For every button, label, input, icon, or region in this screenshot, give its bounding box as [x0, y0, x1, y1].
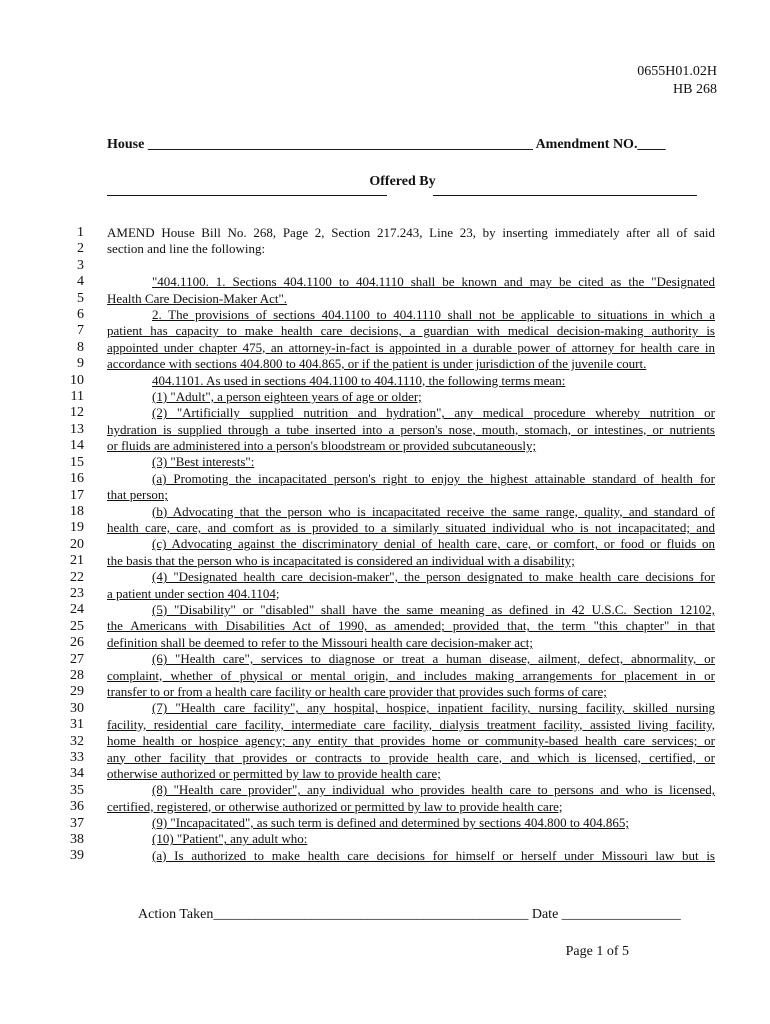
- text-line: [107, 258, 715, 274]
- line-number: 15: [70, 454, 84, 470]
- text-line: (4) "Designated health care decision-maker", the person designated to make health care decisions for: [152, 569, 715, 585]
- text-line: Health Care Decision-Maker Act".: [107, 290, 288, 306]
- text-line: patient has capacity to make health care decisions, a guardian with medical decision-making authority is: [107, 323, 715, 339]
- text-line: the Americans with Disabilities Act of 1990, as amended; provided that, the term "this chapter" in that: [107, 618, 715, 634]
- text-line: (6) "Health care", services to diagnose or treat a human disease, ailment, defect, abnormality, or: [152, 651, 715, 667]
- text-line: home health or hospice agency; any entity that provides home or community-based health care services; or: [107, 733, 715, 749]
- document-code: 0655H01.02H: [637, 64, 717, 79]
- text-line: complaint, whether of physical or mental origin, and includes making arrangements for placement in or: [107, 667, 715, 683]
- text-line: AMEND House Bill No. 268, Page 2, Section 217.243, Line 23, by inserting immediately after all of said: [107, 225, 715, 240]
- line-number: 26: [70, 635, 84, 651]
- line-number: 20: [70, 536, 84, 552]
- line-number: 21: [70, 553, 84, 569]
- text-line: (1) "Adult", a person eighteen years of age or older;: [152, 388, 422, 404]
- text-line: transfer to or from a health care facility or health care provider that provides such forms of care;: [107, 683, 607, 699]
- text-line: appointed under chapter 475, an attorney-in-fact is appointed in a durable power of attorney for health care in: [107, 339, 715, 355]
- line-number: 9: [77, 356, 84, 372]
- text-line: (a) Promoting the incapacitated person's right to enjoy the highest attainable standard of health for: [152, 470, 715, 486]
- offered-by-label: Offered By: [369, 174, 436, 189]
- text-line: 2. The provisions of sections 404.1100 to 404.1110 shall not be applicable to situations in which a: [152, 306, 715, 322]
- line-number: 8: [77, 339, 84, 355]
- line-number: 7: [77, 323, 84, 339]
- line-number: 22: [70, 569, 84, 585]
- text-line: that person;: [107, 487, 169, 503]
- line-number: 38: [70, 832, 84, 848]
- text-line: section and line the following:: [107, 241, 266, 257]
- text-line: 404.1101. As used in sections 404.1100 to 404.1110, the following terms mean:: [152, 372, 566, 388]
- text-line: (9) "Incapacitated", as such term is defined and determined by sections 404.800 to 404.865;: [152, 815, 630, 831]
- text-line: accordance with sections 404.800 to 404.865, or if the patient is under jurisdiction of the juvenile court.: [107, 356, 647, 372]
- line-number: 29: [70, 684, 84, 700]
- text-line: certified, registered, or otherwise authorized or permitted by law to provide health care;: [107, 798, 563, 814]
- line-number: 11: [70, 389, 84, 405]
- text-line: (a) Is authorized to make health care decisions for himself or herself under Missouri law but is: [152, 847, 715, 863]
- line-number: 1: [77, 225, 84, 240]
- line-number: 27: [70, 651, 84, 667]
- text-line: otherwise authorized or permitted by law to provide health care;: [107, 765, 441, 781]
- line-number: 25: [70, 618, 84, 634]
- text-line: definition shall be deemed to refer to the Missouri health care decision-maker act;: [107, 634, 533, 650]
- line-number: 14: [70, 438, 84, 454]
- text-line: (2) "Artificially supplied nutrition and hydration", any medical procedure whereby nutrition or: [152, 405, 715, 421]
- line-number: 36: [70, 799, 84, 815]
- line-number: 17: [70, 487, 84, 503]
- text-line: (7) "Health care facility", any hospital, hospice, inpatient facility, nursing facility, skilled nursing: [152, 700, 715, 716]
- line-number: 39: [70, 848, 84, 864]
- line-number: 18: [70, 503, 84, 519]
- line-number: 12: [70, 405, 84, 421]
- text-line: facility, residential care facility, intermediate care facility, dialysis treatment facility, assisted living facility,: [107, 716, 715, 732]
- text-line: (5) "Disability" or "disabled" shall have the same meaning as defined in 42 U.S.C. Section 12102,: [152, 601, 715, 617]
- line-number: 2: [77, 241, 84, 257]
- line-number: 33: [70, 750, 84, 765]
- line-number: 13: [70, 421, 84, 437]
- line-number: 34: [70, 766, 84, 782]
- line-number: 16: [70, 471, 84, 487]
- line-number: 32: [70, 733, 84, 749]
- line-number: 23: [70, 585, 84, 601]
- action-taken-line: Action Taken_____________________________________________ Date _________________: [138, 907, 681, 922]
- text-line: (8) "Health care provider", any individual who provides health care to persons and who is licensed,: [152, 782, 715, 798]
- line-number: 37: [70, 815, 84, 831]
- line-number: 10: [70, 372, 84, 388]
- bill-number: HB 268: [673, 82, 717, 97]
- text-line: (b) Advocating that the person who is incapacitated receive the same range, quality, and standard of: [152, 503, 715, 519]
- text-line: any other facility that provides or contracts to provide health care, and which is licensed, certified, or: [107, 749, 715, 765]
- signature-line-left: [107, 195, 387, 196]
- line-number: 31: [70, 717, 84, 733]
- line-number: 24: [70, 602, 84, 618]
- amendment-body: [107, 225, 715, 864]
- text-line: (c) Advocating against the discriminatory denial of health care, care, or comfort, or food or fluids on: [152, 536, 715, 552]
- line-number: 19: [70, 520, 84, 536]
- line-number: 3: [77, 257, 84, 273]
- line-number: 30: [70, 700, 84, 716]
- document-id: [637, 63, 717, 99]
- line-number: 35: [70, 782, 84, 798]
- text-line: "404.1100. 1. Sections 404.1100 to 404.1110 shall be known and may be cited as the "Designated: [152, 274, 715, 290]
- text-line: or fluids are administered into a person's bloodstream or provided subcutaneously;: [107, 438, 537, 454]
- text-line: (10) "Patient", any adult who:: [152, 831, 308, 847]
- text-line: a patient under section 404.1104;: [107, 585, 280, 601]
- line-number: 4: [77, 274, 84, 290]
- signature-line-right: [433, 195, 697, 196]
- house-amendment-line: House _______________________________________________________ Amendment NO.____: [107, 137, 666, 152]
- line-number: 6: [77, 307, 84, 323]
- text-line: hydration is supplied through a tube inserted into a person's nose, mouth, stomach, or intestines, or nutrients: [107, 421, 715, 437]
- text-line: health care, care, and comfort as is provided to a similarly situated individual who is not incapacitated; and: [107, 520, 715, 536]
- line-number: 5: [77, 290, 84, 306]
- text-line: the basis that the person who is incapacitated is considered an individual with a disability;: [107, 552, 575, 568]
- text-line: (3) "Best interests":: [152, 454, 255, 470]
- line-numbers: [60, 225, 84, 865]
- line-number: 28: [70, 667, 84, 683]
- page-number: Page 1 of 5: [565, 944, 629, 959]
